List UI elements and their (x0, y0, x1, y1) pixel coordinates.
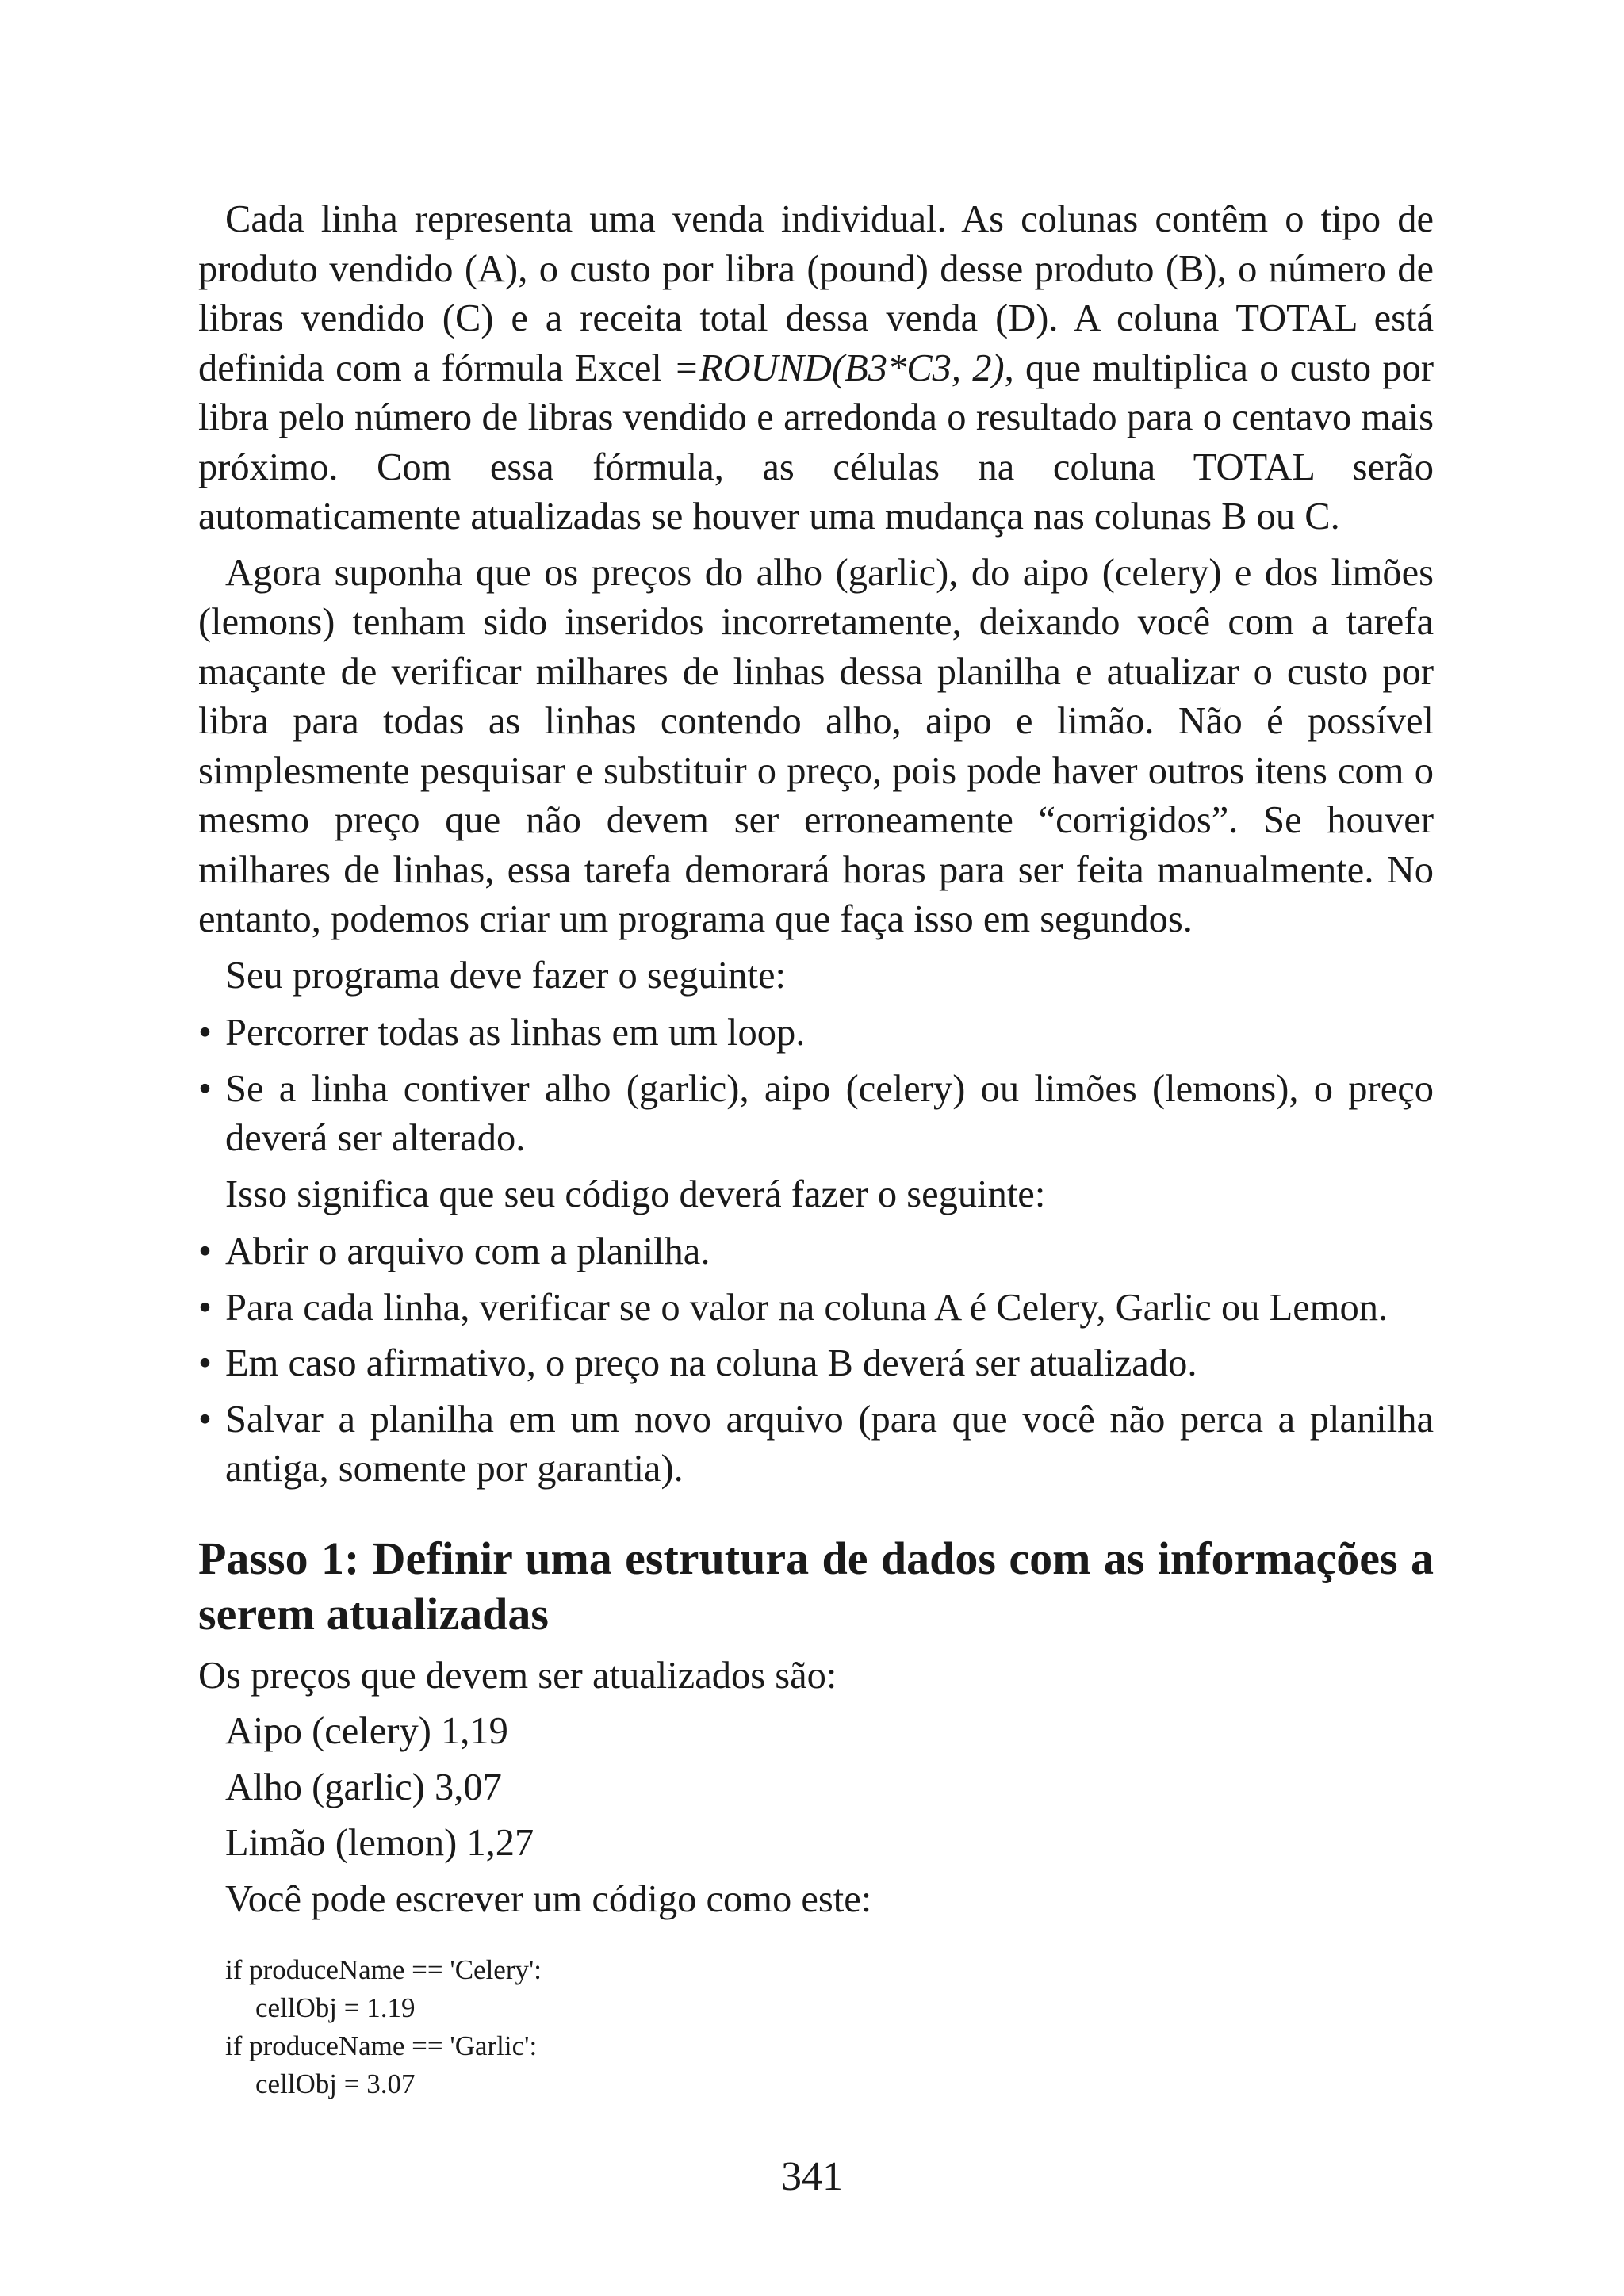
list-item (198, 1339, 1434, 1389)
code-steps-list (198, 1227, 1434, 1494)
prices-intro: Os preços que devem ser atualizados são: (198, 1654, 837, 1697)
list-item-text: Em caso afirmativo, o preço na coluna B deverá ser atualizado. (225, 1342, 1197, 1384)
paragraph-spreadsheet-description (198, 195, 1434, 542)
code-line: cellObj = 1.19 (255, 1992, 416, 2023)
code-line: cellObj = 3.07 (255, 2068, 416, 2099)
code-line: if produceName == 'Celery': (225, 1954, 542, 1985)
list-item (198, 1065, 1434, 1164)
list-item-text: Percorrer todas as linhas em um loop. (225, 1012, 806, 1054)
bullet-icon: • (198, 1067, 212, 1110)
list-item (198, 1395, 1434, 1494)
list-item (198, 1284, 1434, 1334)
bullet-icon: • (198, 1342, 212, 1384)
list-item (198, 1008, 1434, 1058)
paragraph-program-intro: Seu programa deve fazer o seguinte: (225, 954, 786, 997)
bullet-icon: • (198, 1012, 212, 1054)
bullet-icon: • (198, 1230, 212, 1272)
code-line: if produceName == 'Garlic': (225, 2030, 538, 2061)
paragraph-problem: Agora suponha que os preços do alho (garlic), do aipo (celery) e dos limões (lemons) tenham sido inseridos incorretamente, deixando você com a tarefa maçante de verificar milhares de linhas dessa planilha e atualizar o custo por libra para todas as linhas contendo alho, aipo e limão. Não é possível simplesmente pesquisar e substituir o preço, pois pode haver outros itens com o mesmo preço que não devem ser erroneamente “corrigidos”. Se houver milhares de linhas, essa tarefa demorará horas para ser feita manualmente. No entanto, podemos criar um programa que faça isso em segundos. (198, 551, 1434, 940)
bullet-icon: • (198, 1286, 212, 1329)
paragraph-code-intro: Isso significa que seu código deverá fazer o seguinte: (225, 1173, 1046, 1215)
list-item-text: Abrir o arquivo com a planilha. (225, 1230, 710, 1272)
program-steps-list (198, 1008, 1434, 1164)
bullet-icon: • (198, 1398, 212, 1441)
paragraph-text: , que multiplica o custo por libra pelo número de libras vendido e arredonda o resultado para o centavo mais próximo. Com essa fórmula, as células na coluna TOTAL serão automaticamente atualizadas se houver uma mudança nas colunas B ou C. (198, 346, 1434, 538)
code-example-intro: Você pode escrever um código como este: (225, 1877, 872, 1920)
price-line-lemon: Limão (lemon) 1,27 (225, 1822, 534, 1864)
paragraph-text: Cada linha representa uma venda individual. As colunas contêm o tipo de produto vendido (A), o custo por libra (pound) desse produto (B), o número de libras vendido (C) e a receita total dessa venda (D). A coluna TOTAL está definida com a fórmula Excel (198, 198, 1434, 389)
list-item-text: Salvar a planilha em um novo arquivo (para que você não perca a planilha antiga, somente por garantia). (225, 1398, 1434, 1490)
page-number: 341 (781, 2154, 843, 2199)
list-item-text: Para cada linha, verificar se o valor na coluna A é Celery, Garlic ou Lemon. (225, 1286, 1388, 1329)
price-line-garlic: Alho (garlic) 3,07 (225, 1766, 502, 1808)
excel-formula: =ROUND(B3*C3, 2) (673, 346, 1005, 389)
section-heading: Passo 1: Definir uma estrutura de dados com as informações a serem atualizadas (198, 1532, 1434, 1640)
list-item-text: Se a linha contiver alho (garlic), aipo (celery) ou limões (lemons), o preço deverá ser alterado. (225, 1067, 1434, 1159)
list-item (198, 1227, 1434, 1277)
code-block (225, 1951, 1434, 2103)
page-content (198, 195, 1434, 2103)
price-line-celery: Aipo (celery) 1,19 (225, 1710, 508, 1752)
